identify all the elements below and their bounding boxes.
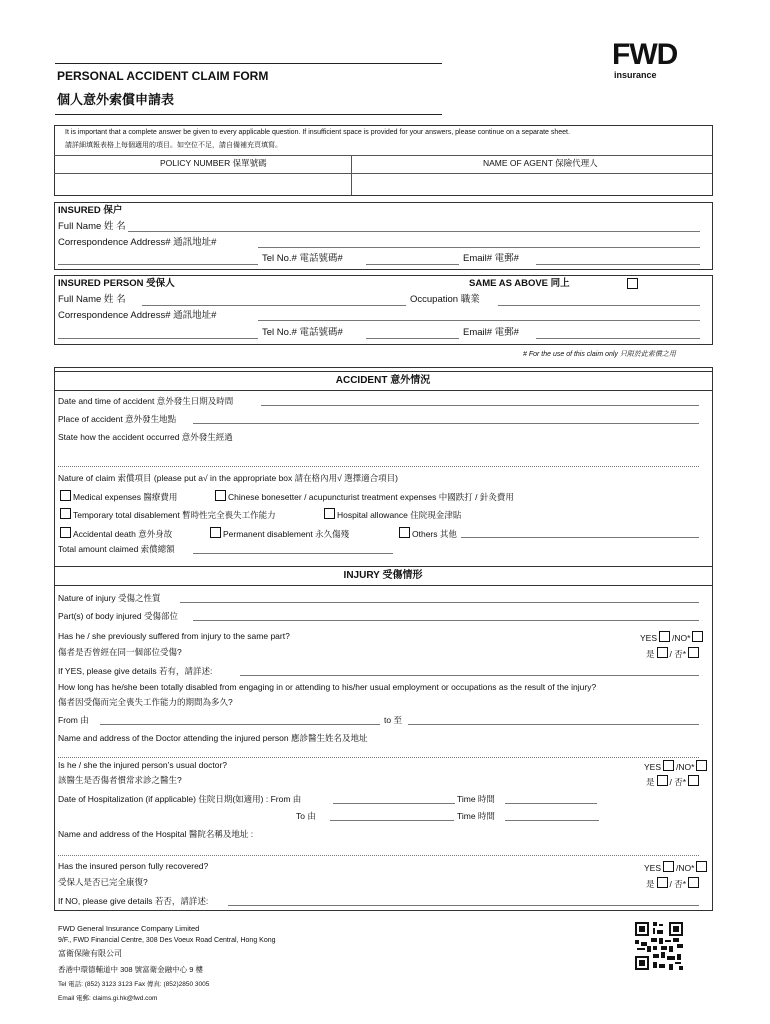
details-yes-label: If YES, please give details 若有，請詳述:	[58, 666, 213, 676]
insured-person-name-label: Full Name 姓 名	[58, 294, 126, 305]
option-temporary[interactable]	[58, 508, 276, 521]
injury-header: INJURY 受傷情形	[54, 566, 712, 586]
permanent-checkbox[interactable]	[210, 527, 221, 538]
bonesetter-label: Chinese bonesetter / acupuncturist treatment expenses 中國跌打 / 針灸費用	[228, 492, 514, 502]
form-title-zh: 個人意外索償申請表	[57, 92, 175, 107]
death-label: Accidental death 意外身故	[73, 529, 173, 539]
claim-use-note: # For the use of this claim only 只限於此索償之用	[523, 351, 676, 358]
no-label-zh: / 否*	[669, 649, 687, 659]
to-label: to 至	[384, 715, 402, 725]
yes-label-zh: 是	[646, 649, 655, 659]
previous-injury-yes-no-zh[interactable]	[646, 647, 701, 660]
insured-header: INSURED 保户	[58, 205, 123, 216]
intro-text-zh: 請詳細填報表格上每個適用的項目。如空位不足，請自備補充頁填寫。	[65, 142, 282, 149]
details-no-label: If NO, please give details 若否，請詳述:	[58, 896, 209, 906]
no-label: /NO*	[676, 762, 695, 772]
others-field[interactable]	[461, 537, 699, 538]
recovered-no-checkbox[interactable]	[696, 861, 707, 872]
previous-no-checkbox-zh[interactable]	[688, 647, 699, 658]
hospitalization-time-field[interactable]	[505, 803, 597, 804]
option-medical[interactable]	[58, 490, 177, 503]
others-checkbox[interactable]	[399, 527, 410, 538]
hospitalization-to-label: To 由	[296, 811, 316, 821]
title-rule-bottom	[55, 114, 442, 115]
details-no-field[interactable]	[228, 905, 699, 906]
option-permanent[interactable]	[208, 527, 349, 540]
insured-email-field[interactable]	[536, 264, 700, 265]
no-label: /NO*	[676, 863, 695, 873]
insured-person-address-field-2[interactable]	[58, 338, 258, 339]
logo-sub: insurance	[614, 70, 657, 80]
footer-company: FWD General Insurance Company Limited	[58, 924, 200, 933]
accident-how-field[interactable]	[58, 466, 699, 467]
yes-label: YES	[644, 863, 662, 873]
claim-nature-label: Nature of claim 索償項目 (please put a√ in the appropriate box 請在格內用√ 選擇適合項目)	[58, 473, 398, 483]
how-long-en: How long has he/she been totally disabled from engaging in or attending to his/her usual employment or occupations as the result of the injury?	[58, 682, 597, 692]
insured-address-label: Correspondence Address# 通訊地址#	[58, 237, 217, 248]
bonesetter-checkbox[interactable]	[215, 490, 226, 501]
previous-injury-en: Has he / she previously suffered from injury to the same part?	[58, 631, 290, 641]
insured-address-field[interactable]	[258, 247, 700, 248]
policy-number-field[interactable]	[56, 175, 350, 193]
from-label: From 由	[58, 715, 89, 725]
hospitalization-time-label-2: Time 時間	[457, 811, 495, 821]
accident-date-label: Date and time of accident 意外發生日期及時間	[58, 396, 234, 406]
medical-label: Medical expenses 醫療費用	[73, 492, 178, 502]
footer-phone: Tel 電話: (852) 3123 3123 Fax 傳真: (852)2850 3005	[58, 981, 210, 988]
hospital-checkbox[interactable]	[324, 508, 335, 519]
footer-company-zh: 富衛保險有限公司	[58, 949, 122, 958]
insured-full-name-label: Full Name 姓 名	[58, 221, 126, 232]
footer-email: Email 電郵: claims.gi.hk@fwd.com	[58, 995, 158, 1002]
body-parts-field[interactable]	[193, 620, 699, 621]
insured-tel-label: Tel No.# 電話號碼#	[262, 253, 343, 264]
body-parts-label: Part(s) of body injured 受傷部位	[58, 611, 178, 621]
previous-injury-yes-no-en[interactable]	[640, 631, 705, 644]
temporary-label: Temporary total disablement 暫時性完全喪失工作能力	[73, 510, 276, 520]
insured-person-email-label: Email# 電郵#	[463, 327, 519, 338]
usual-yes-checkbox-zh[interactable]	[657, 775, 668, 786]
hospital-label: Hospital allowance 住院現金津貼	[337, 510, 462, 520]
insured-person-email-field[interactable]	[536, 338, 700, 339]
no-label-zh: / 否*	[669, 879, 687, 889]
death-checkbox[interactable]	[60, 527, 71, 538]
same-as-above-label: SAME AS ABOVE 同上	[469, 278, 570, 289]
recovered-en: Has the insured person fully recovered?	[58, 861, 209, 871]
recovered-zh: 受保人是否已完全康復?	[58, 877, 148, 887]
policy-number-label: POLICY NUMBER 保單號碼	[160, 158, 267, 168]
form-title-en: PERSONAL ACCIDENT CLAIM FORM	[57, 69, 269, 83]
permanent-label: Permanent disablement 永久傷殘	[223, 529, 350, 539]
total-claimed-label: Total amount claimed 索償總額	[58, 544, 175, 554]
how-long-zh: 傷者因受傷而完全喪失工作能力的期間為多久?	[58, 697, 233, 707]
previous-injury-zh: 傷者是否曾經在同一個部位受傷?	[58, 647, 182, 657]
policy-body-rule	[54, 173, 712, 174]
accident-place-label: Place of accident 意外發生地點	[58, 414, 177, 424]
doctor-label: Name and address of the Doctor attending the injured person 應診醫生姓名及地址	[58, 733, 368, 743]
no-label-zh: / 否*	[669, 777, 687, 787]
insured-person-address-label: Correspondence Address# 通訊地址#	[58, 310, 217, 321]
insured-email-label: Email# 電郵#	[463, 253, 519, 264]
intro-text-en: It is important that a complete answer be given to every applicable question. If insufficient space is provided for your answers, please continue on a separate sheet.	[65, 129, 570, 136]
occupation-field[interactable]	[498, 305, 700, 306]
insured-person-tel-label: Tel No.# 電話號碼#	[262, 327, 343, 338]
accident-place-field[interactable]	[193, 423, 699, 424]
medical-checkbox[interactable]	[60, 490, 71, 501]
previous-yes-checkbox[interactable]	[659, 631, 670, 642]
injury-nature-field[interactable]	[180, 602, 699, 603]
insured-address-field-2[interactable]	[58, 264, 258, 265]
agent-name-field[interactable]	[353, 175, 710, 193]
hospitalization-from-field[interactable]	[333, 803, 455, 804]
to-field[interactable]	[408, 724, 699, 725]
policy-header-rule	[54, 155, 712, 156]
title-rule-top	[55, 63, 442, 64]
injury-nature-label: Nature of injury 受傷之性質	[58, 593, 161, 603]
fwd-logo	[612, 40, 692, 86]
others-label: Others 其他	[412, 529, 457, 539]
recovered-yes-no-zh[interactable]	[646, 877, 701, 890]
temporary-checkbox[interactable]	[60, 508, 71, 519]
previous-yes-checkbox-zh[interactable]	[657, 647, 668, 658]
insured-section	[54, 202, 713, 270]
insured-tel-field[interactable]	[366, 264, 459, 265]
logo-brand: FWD	[612, 38, 678, 71]
usual-no-checkbox[interactable]	[696, 760, 707, 771]
usual-yes-checkbox[interactable]	[663, 760, 674, 771]
yes-label: YES	[640, 633, 658, 643]
insured-person-header: INSURED PERSON 受保人	[58, 278, 175, 289]
from-field[interactable]	[100, 724, 380, 725]
yes-label: YES	[644, 762, 662, 772]
hospital-name-field[interactable]	[58, 855, 699, 856]
doctor-field[interactable]	[58, 757, 699, 758]
recovered-yes-checkbox-zh[interactable]	[657, 877, 668, 888]
hospitalization-time-label: Time 時間	[457, 794, 495, 804]
hospitalization-time-field-2[interactable]	[505, 820, 599, 821]
accident-how-label: State how the accident occurred 意外發生經過	[58, 432, 233, 442]
hospitalization-date-label: Date of Hospitalization (if applicable) 住院日期(如適用) : From 由	[58, 794, 302, 804]
yes-label-zh: 是	[646, 879, 655, 889]
same-as-above-checkbox[interactable]	[627, 278, 638, 289]
usual-doctor-yes-no-en[interactable]	[644, 760, 709, 773]
footer-address: 9/F., FWD Financial Centre, 308 Des Voeux Road Central, Hong Kong	[58, 937, 276, 944]
usual-doctor-yes-no-zh[interactable]	[646, 775, 701, 788]
usual-doctor-zh: 該醫生是否傷者慣常求診之醫生?	[58, 775, 182, 785]
recovered-yes-checkbox[interactable]	[663, 861, 674, 872]
accident-header: ACCIDENT 意外情況	[54, 371, 712, 391]
option-hospital[interactable]	[322, 508, 461, 521]
recovered-yes-no-en[interactable]	[644, 861, 709, 874]
option-others[interactable]	[397, 527, 457, 540]
footer-address-zh: 香港中環德輔道中 308 號富衛金融中心 9 樓	[58, 965, 204, 974]
insured-full-name-field[interactable]	[128, 231, 700, 232]
insured-person-address-field[interactable]	[258, 320, 700, 321]
insured-person-tel-field[interactable]	[366, 338, 459, 339]
policy-divider	[351, 155, 352, 195]
insured-person-name-field[interactable]	[142, 305, 406, 306]
agent-name-label: NAME OF AGENT 保險代理人	[483, 158, 598, 168]
usual-doctor-en: Is he / she the injured person’s usual doctor?	[58, 760, 228, 770]
yes-label-zh: 是	[646, 777, 655, 787]
accident-date-field[interactable]	[261, 405, 699, 406]
option-death[interactable]	[58, 527, 172, 540]
no-label: /NO*	[672, 633, 691, 643]
occupation-label: Occupation 職業	[410, 294, 480, 305]
details-yes-field[interactable]	[240, 675, 699, 676]
qr-code-icon	[635, 922, 683, 970]
recovered-no-checkbox-zh[interactable]	[688, 877, 699, 888]
hospital-name-label: Name and address of the Hospital 醫院名稱及地址 :	[58, 829, 254, 839]
usual-no-checkbox-zh[interactable]	[688, 775, 699, 786]
previous-no-checkbox[interactable]	[692, 631, 703, 642]
hospitalization-to-field[interactable]	[330, 820, 454, 821]
total-claimed-field[interactable]	[193, 553, 393, 554]
option-bonesetter[interactable]	[213, 490, 514, 503]
